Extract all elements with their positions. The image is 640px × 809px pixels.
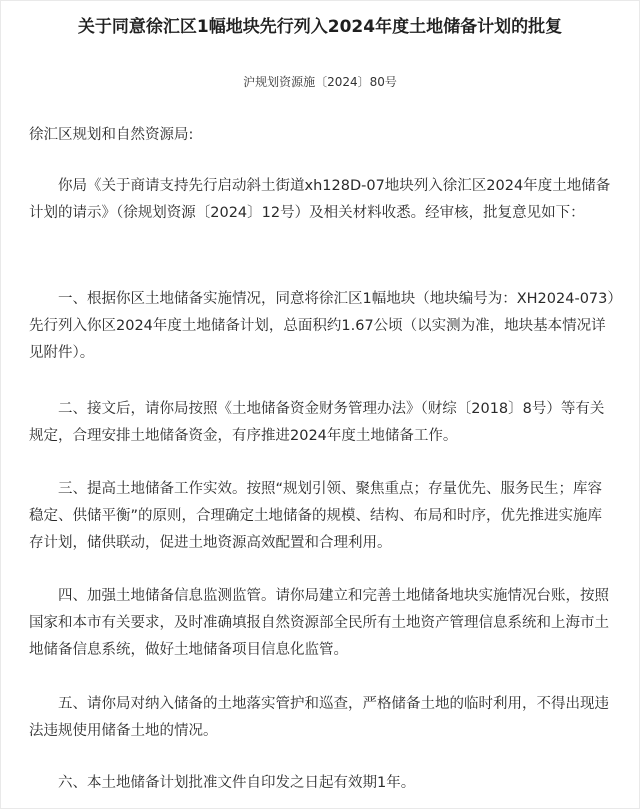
document-title: 关于同意徐汇区1幅地块先行列入2024年度土地储备计划的批复 [77,17,563,37]
intro-paragraph: 你局《关于商请支持先行启动斜土街道xh128D-07地块列入徐汇区2024年度土地储备计划的请示》（徐规划资源〔2024〕12号）及相关材料收悉。经审核，批复意见如下： [29,178,611,221]
paragraph-6: 六、本土地储备计划批准文件自印发之日起有效期1年。 [58,775,416,791]
paragraph-3: 三、提高土地储备工作实效。按照“规划引领、聚焦重点；存量优先、服务民生；库容稳定、供储平衡”的原则，合理确定土地储备的规模、结构、布局和时序，优先推进实施库存计划，储供联动，促进土地资源高效配置和合理利用。 [29,481,603,551]
paragraph-2: 二、接文后，请你局按照《土地储备资金财务管理办法》（财综〔2018〕8号）等有关规定，合理安排土地储备资金，有序推进2024年度土地储备工作。 [29,401,605,444]
document-number: 沪规划资源施〔2024〕80号 [243,75,397,89]
paragraph-4: 四、加强土地储备信息监测监管。请你局建立和完善土地储备地块实施情况台账，按照国家和本市有关要求，及时准确填报自然资源部全民所有土地资产管理信息系统和上海市土地储备信息系统，做好土地储备项目信息化监管。 [29,588,609,658]
addressee: 徐汇区规划和自然资源局: [29,127,194,143]
paragraph-5: 五、请你局对纳入储备的土地落实管护和巡查，严格储备土地的临时利用，不得出现违法违规使用储备土地的情况。 [29,696,609,739]
paragraph-1: 一、根据你区土地储备实施情况，同意将徐汇区1幅地块（地块编号为：XH2024-073）先行列入你区2024年度土地储备计划，总面积约1.67公顷（以实测为准，地块基本情况详见附件）。 [29,291,615,361]
